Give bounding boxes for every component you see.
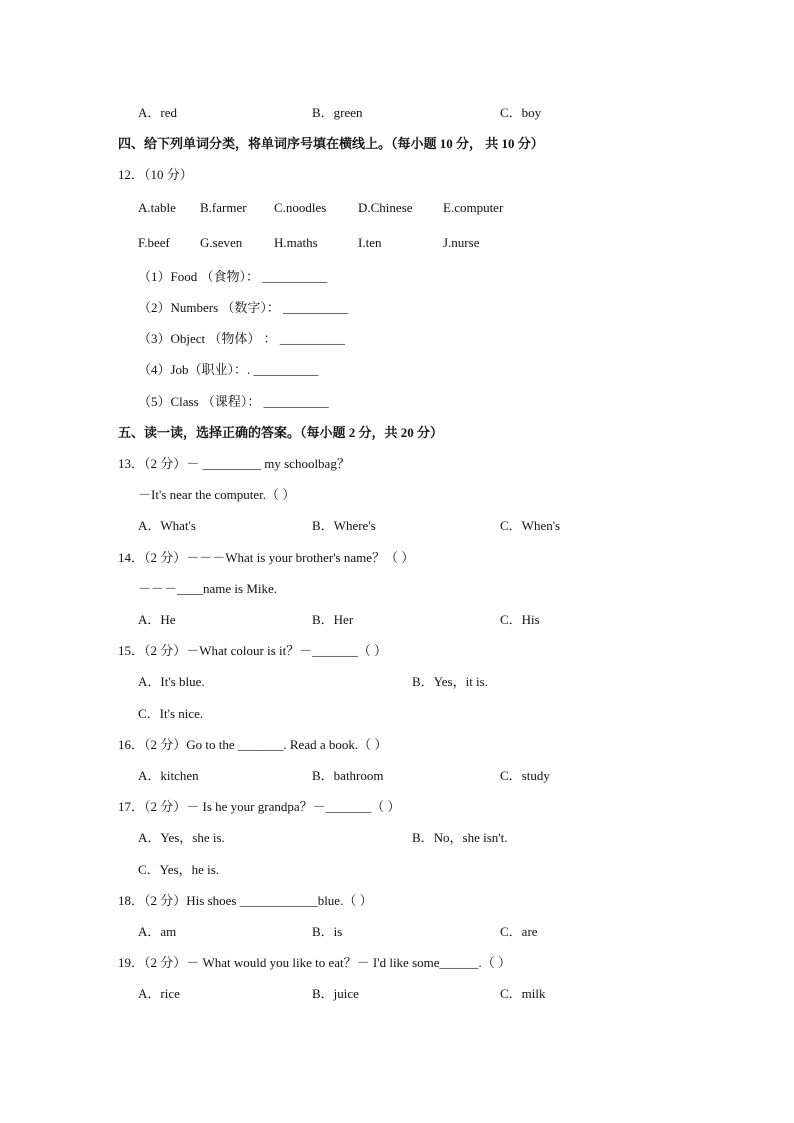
question-14-stem: 14．（2 分）－－－What is your brother's name？（ ）: [118, 550, 415, 565]
section-5-heading: 五、读一读，选择正确的答案。（每小题 2 分，共 20 分）: [118, 425, 444, 440]
q14-option-b: B．Her: [312, 612, 354, 627]
question-18-stem: 18．（2 分）His shoes ____________blue.（ ）: [118, 893, 373, 908]
q11-option-a: A．red: [138, 105, 177, 120]
word-c: C.noodles: [274, 200, 327, 215]
q19-option-c: C．milk: [500, 986, 546, 1001]
q13-option-a: A．What's: [138, 518, 196, 533]
q18-option-c: C．are: [500, 924, 538, 939]
word-b: B.farmer: [200, 200, 247, 215]
word-h: H.maths: [274, 235, 318, 250]
question-12-stem: 12．（10 分）: [118, 167, 193, 182]
q13-option-b: B．Where's: [312, 518, 376, 533]
category-numbers: （2）Numbers （数字）： __________: [138, 300, 349, 315]
q18-option-a: A．am: [138, 924, 177, 939]
q16-option-b: B．bathroom: [312, 768, 384, 783]
q14-option-c: C．His: [500, 612, 540, 627]
word-e: E.computer: [443, 200, 504, 215]
question-13-stem: 13．（2 分）－ _________ my schoolbag？: [118, 456, 350, 471]
word-j: J.nurse: [443, 235, 480, 250]
q15-option-b: B．Yes，it is.: [412, 674, 488, 689]
category-class: （5）Class （课程）： __________: [138, 394, 329, 409]
q14-option-a: A．He: [138, 612, 176, 627]
category-job: （4）Job（职业）：. __________: [138, 362, 319, 377]
question-13-sub: －It's near the computer.（ ）: [138, 487, 296, 502]
word-f: F.beef: [138, 235, 170, 250]
q11-option-b: B．green: [312, 105, 363, 120]
category-object: （3）Object （物体） ： __________: [138, 331, 345, 346]
q13-option-c: C．When's: [500, 518, 561, 533]
question-17-stem: 17．（2 分）－ Is he your grandpa？－_______（ ）: [118, 799, 401, 814]
question-19-stem: 19．（2 分）－ What would you like to eat？－ I'd like some______.（ ）: [118, 955, 512, 970]
q17-option-a: A．Yes，she is.: [138, 830, 225, 845]
q18-option-b: B．is: [312, 924, 343, 939]
word-a: A.table: [138, 200, 176, 215]
q11-option-c: C．boy: [500, 105, 542, 120]
question-14-sub: －－－____name is Mike.: [138, 581, 278, 596]
q19-option-a: A．rice: [138, 986, 180, 1001]
q16-option-a: A．kitchen: [138, 768, 199, 783]
q16-option-c: C．study: [500, 768, 550, 783]
word-g: G.seven: [200, 235, 243, 250]
section-4-heading: 四、给下列单词分类，将单词序号填在横线上。（每小题 10 分， 共 10 分）: [118, 136, 544, 151]
question-15-stem: 15．（2 分）－What colour is it？－_______（ ）: [118, 643, 388, 658]
q17-option-b: B．No，she isn't.: [412, 830, 508, 845]
word-d: D.Chinese: [358, 200, 413, 215]
word-i: I.ten: [358, 235, 382, 250]
q17-option-c: C．Yes，he is.: [138, 862, 220, 877]
q19-option-b: B．juice: [312, 986, 359, 1001]
category-food: （1）Food （食物）： __________: [138, 269, 328, 284]
q15-option-c: C．It's nice.: [138, 706, 204, 721]
question-16-stem: 16．（2 分）Go to the _______. Read a book.（ ）: [118, 737, 388, 752]
q15-option-a: A．It's blue.: [138, 674, 205, 689]
